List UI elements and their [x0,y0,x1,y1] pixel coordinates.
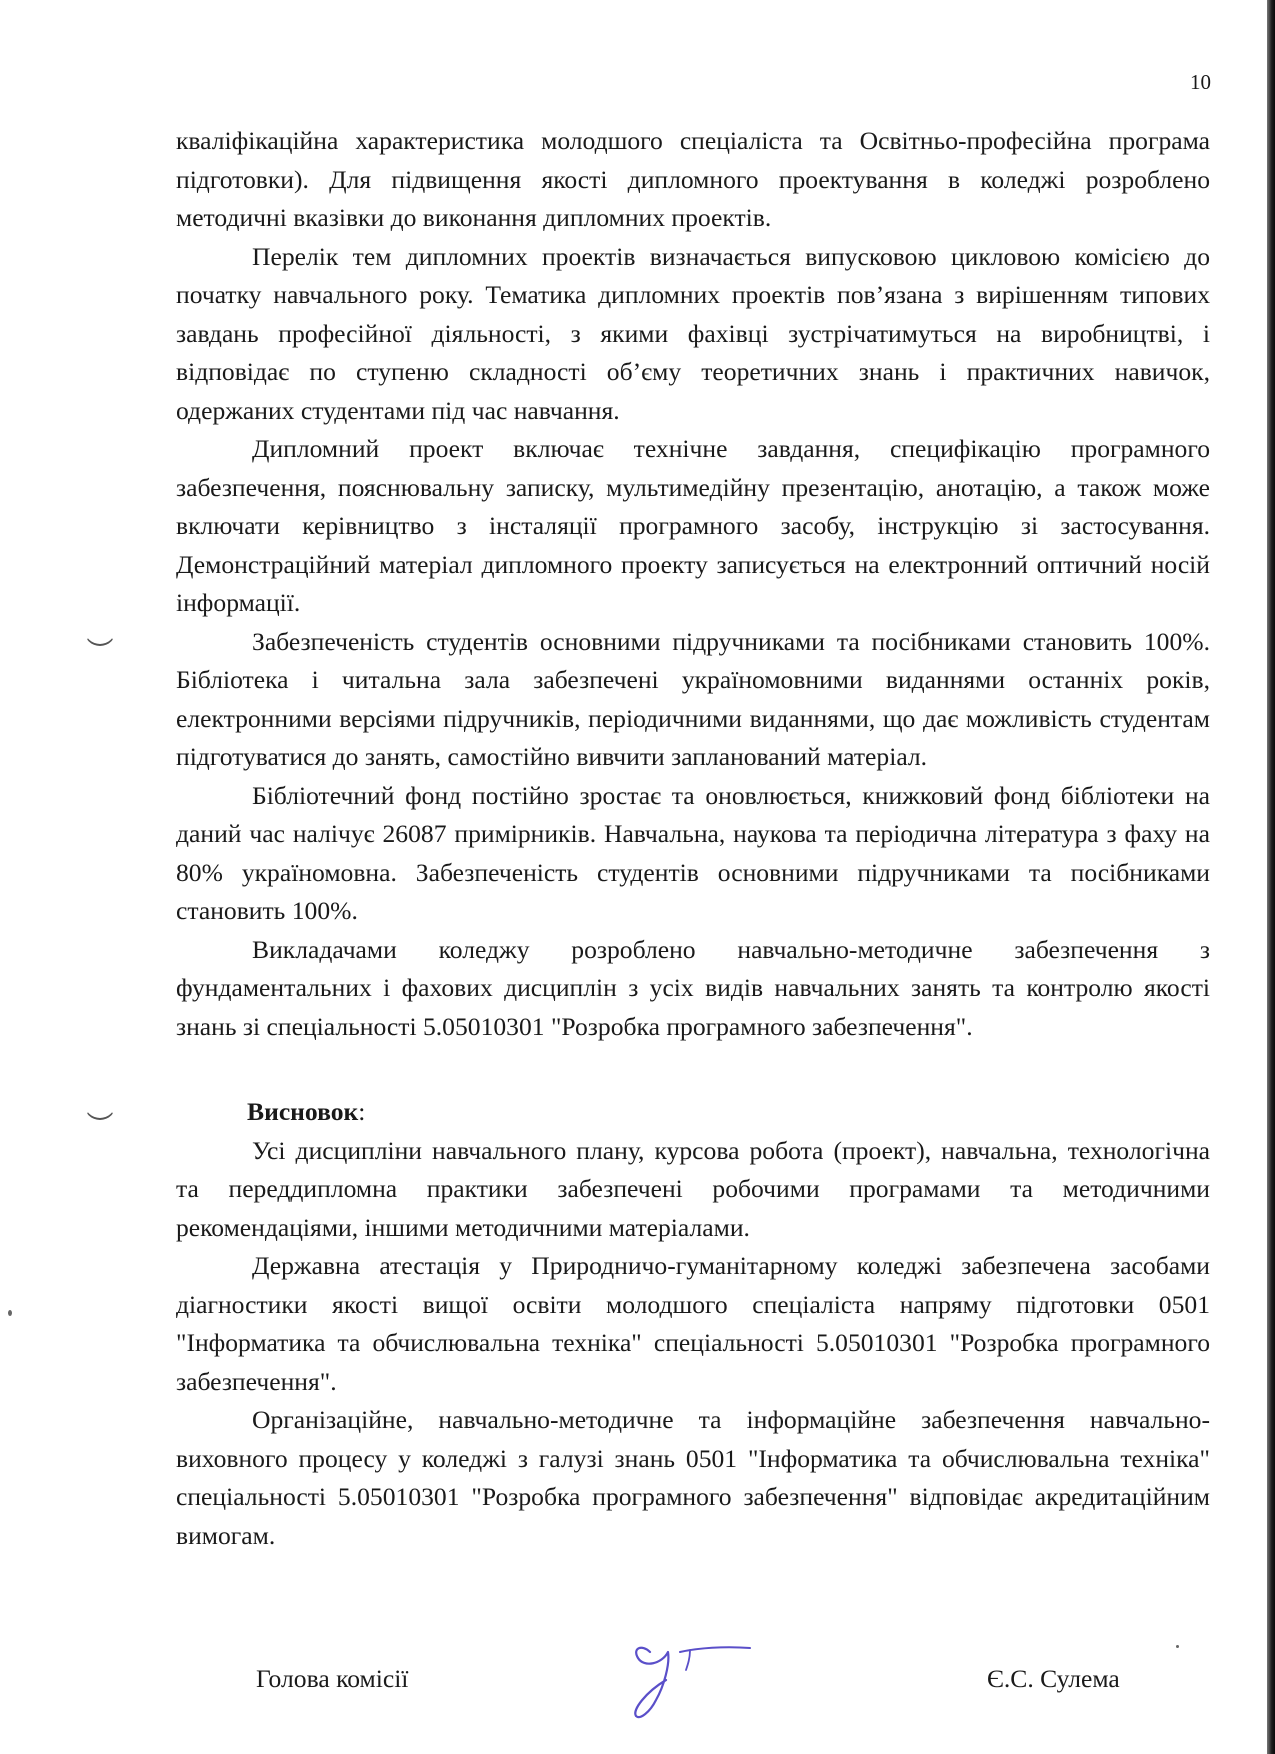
punch-hole-mark [84,628,116,646]
conclusion-paragraph: Організаційне, навчально-методичне та інформаційне забезпечення навчально-виховного процесу у коледжі з галузі знань 0501 "Інформатика та обчислювальна техніка" спеціальності 5.05010301 "Розробка програмного забезпечення" відповідає акредитаційним вимогам. [176,1405,1210,1550]
handwritten-signature [628,1634,758,1726]
conclusion-heading-colon: : [358,1097,366,1126]
body-paragraph: Викладачами коледжу розроблено навчально-методичне забезпечення з фундаментальних і фахових дисциплін з усіх видів навчальних занять та контролю якості знань зі спеціальності 5.05010301 "Розробка програмного забезпечення". [176,934,1210,1041]
body-paragraph: Бібліотечний фонд постійно зростає та оновлюється, книжковий фонд бібліотеки на даний час налічує 26087 примірників. Навчальна, наукова та періодична література з фаху на 80% україномовна. Забезпеченість студентів основними підручниками та посібниками становить 100%. [176,780,1210,925]
document-body [176,122,1210,1555]
conclusion-heading [176,1093,1210,1132]
page-number: 10 [1190,70,1211,94]
body-paragraph: Перелік тем дипломних проектів визначається випусковою цикловою комісією до початку навчального року. Тематика дипломних проектів пов’язана з вирішенням типових завдань професійної діяльності, з якими фахівці зустрічатимуться на виробництві, і відповідає по ступеню складності об’єму теоретичних знань і практичних навичок, одержаних студентами під час навчання. [176,241,1210,425]
body-paragraph: Забезпеченість студентів основними підручниками та посібниками становить 100%. Бібліотека і читальна зала забезпечені україномовними виданнями останніх років, електронними версіями підручників, періодичними виданнями, що дає можливість студентам підготуватися до занять, самостійно вивчити запланований матеріал. [176,626,1210,771]
conclusion-heading-text: Висновок [247,1097,359,1126]
conclusion-paragraph: Усі дисципліни навчального плану, курсова робота (проект), навчальна, технологічна та переддипломна практики забезпечені робочими програмами та методичними рекомендаціями, іншими методичними матеріалами. [176,1135,1210,1242]
scan-speck [8,1310,12,1316]
punch-hole-mark [84,1102,116,1120]
commission-head-label: Голова комісії [256,1664,409,1693]
commission-head-name: Є.С. Сулема [987,1664,1120,1693]
body-paragraph: кваліфікаційна характеристика молодшого спеціаліста та Освітньо-професійна програма підготовки). Для підвищення якості дипломного проектування в коледжі розроблено методичні вказівки до виконання дипломних проектів. [176,126,1210,232]
conclusion-paragraph: Державна атестація у Природничо-гуманітарному коледжі забезпечена засобами діагностики якості вищої освіти молодшого спеціаліста напряму підготовки 0501 "Інформатика та обчислювальна техніка" спеціальності 5.05010301 "Розробка програмного забезпечення". [176,1251,1210,1396]
scan-speck [1176,1645,1179,1648]
scan-edge [1267,0,1275,1754]
body-paragraph: Дипломний проект включає технічне завдання, специфікацію програмного забезпечення, пояснювальну записку, мультимедійну презентацію, анотацію, а також може включати керівництво з інсталяції програмного засобу, інструкцію зі застосування. Демонстраційний матеріал дипломного проекту записується на електронний оптичний носій інформації. [176,434,1210,617]
